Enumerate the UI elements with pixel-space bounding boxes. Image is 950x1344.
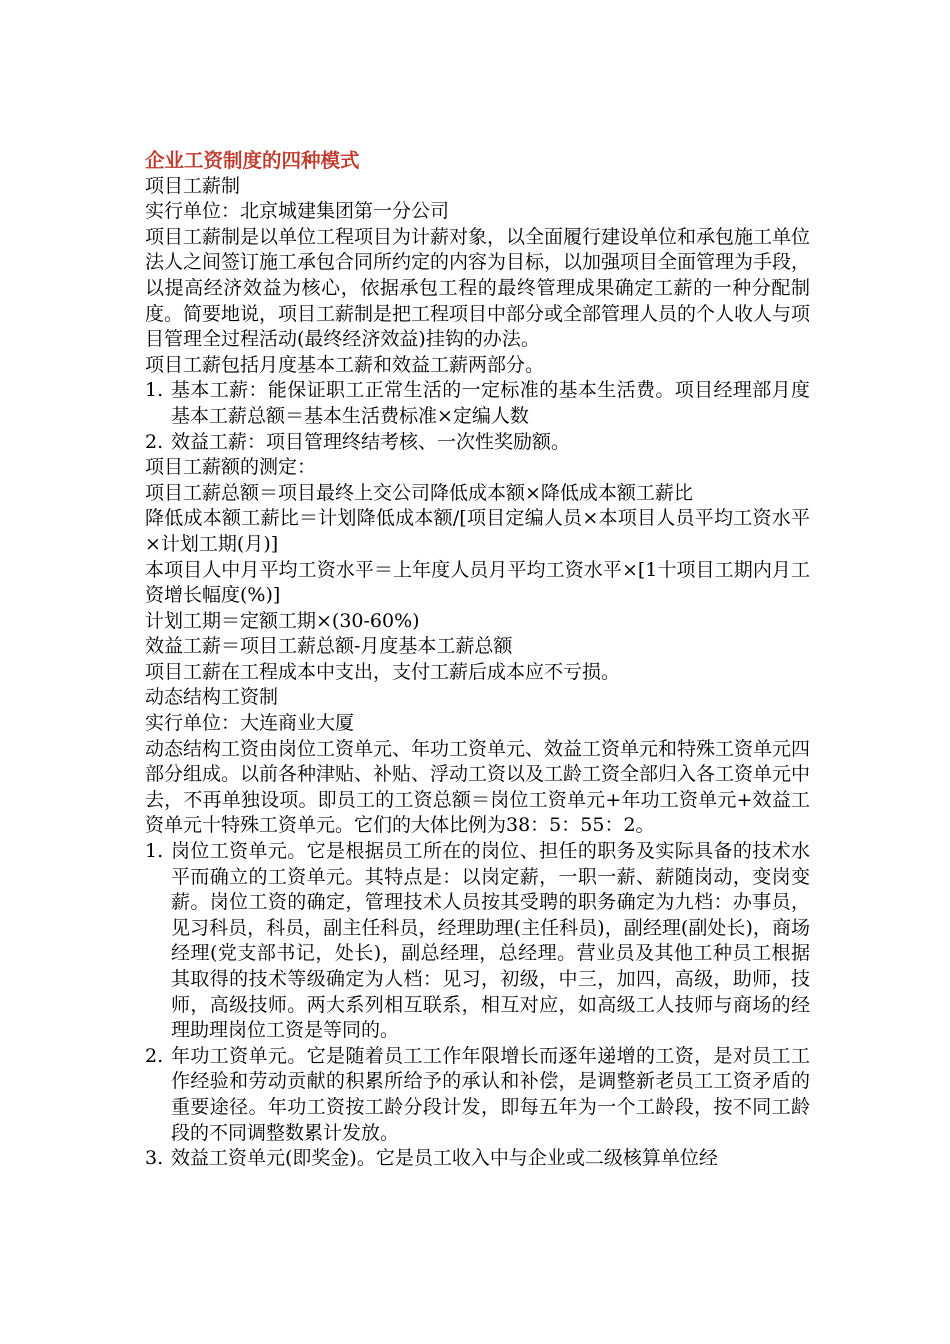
formula-line: 效益工薪＝项目工薪总额-月度基本工薪总额 — [145, 635, 513, 658]
list-item — [145, 1044, 810, 1146]
calc-heading: 项目工薪额的测定： — [145, 456, 317, 479]
document-title: 企业工资制度的四种模式 — [145, 149, 360, 172]
list-number: 3. — [145, 1147, 164, 1170]
section2-intro: 动态结构工资由岗位工资单元、年功工资单元、效益工资单元和特殊工资单元四部分组成。以前各种津贴、补贴、浮动工资以及工龄工资全部归入各工资单元中去，不再单独设项。即员工的工资总额＝岗位工资单元+年功工资单元+效益工资单元十特殊工资单元。它们的大体比例为38：5：55：2。 — [145, 737, 811, 837]
list-item — [145, 839, 810, 1044]
formula-line: 项目工薪总额＝项目最终上交公司降低成本额×降低成本额工薪比 — [145, 481, 693, 504]
list-text: 岗位工资单元。它是根据员工所在的岗位、担任的职务及实际具备的技术水平而确立的工资单元。其特点是：以岗定薪，一职一薪、薪随岗动，变岗变薪。岗位工资的确定，管理技术人员按其受聘的职务确定为九档：办事员，见习科员，科员，副主任科员，经理助理(主任科员)，副经理(副处长)，商场经理(党支部书记，处长)，副总经理，总经理。营业员及其他工种员工根据其取得的技术等级确定为人档：见习，初级，中三，加四，高级，助师，技师，高级技师。两大系列相互联系，相互对应，如高级工人技师与商场的经理助理岗位工资是等同的。 — [171, 840, 810, 1042]
formula-line: 本项目人中月平均工资水平＝上年度人员月平均工资水平×[1十项目工期内月工资增长幅度(%)] — [145, 558, 810, 607]
list-text: 效益工薪：项目管理终结考核、一次性奖励额。 — [171, 430, 571, 453]
list-text: 年功工资单元。它是随着员工工作年限增长而逐年递增的工资，是对员工工作经验和劳动贡献的积累所给予的承认和补偿，是调整新老员工工资矛盾的重要途径。年功工资按工龄分段计发，即每五年为一个工龄段，按不同工龄段的不同调整数累计发放。 — [171, 1044, 810, 1144]
formula-line: 项目工薪在工程成本中支出，支付工薪后成本应不亏损。 — [145, 660, 621, 683]
section1-parts: 项目工薪包括月度基本工薪和效益工薪两部分。 — [145, 353, 545, 376]
list-number: 2. — [145, 1044, 164, 1067]
document-page — [145, 148, 810, 1172]
section1-intro: 项目工薪制是以单位工程项目为计薪对象，以全面履行建设单位和承包施工单位法人之间签订施工承包合同所约定的内容为目标，以加强项目全面管理为手段，以提高经济效益为核心，依据承包工程的最终管理成果确定工薪的一种分配制度。简要地说，项目工薪制是把工程项目中部分或全部管理人员的个人收人与项目管理全过程活动(最终经济效益)挂钩的办法。 — [145, 225, 811, 351]
list-number: 1. — [145, 379, 164, 402]
list-text: 效益工资单元(即奖金)。它是员工收入中与企业或二级核算单位经 — [171, 1147, 718, 1170]
list-item — [145, 378, 810, 429]
formula-line: 降低成本额工薪比＝计划降低成本额/[项目定编人员×本项目人员平均工资水平×计划工期(月)] — [145, 507, 810, 555]
section2-unit: 实行单位：大连商业大厦 — [145, 712, 355, 735]
section1-heading: 项目工薪制 — [145, 174, 241, 197]
section1-unit: 实行单位：北京城建集团第一分公司 — [145, 200, 450, 223]
section2-list — [145, 839, 810, 1172]
list-text: 基本工薪：能保证职工正常生活的一定标准的基本生活费。项目经理部月度基本工薪总额＝基本生活费标准×定编人数 — [171, 379, 810, 427]
section2-heading: 动态结构工资制 — [145, 686, 279, 709]
list-item — [145, 430, 810, 456]
list-number: 1. — [145, 840, 164, 863]
section1-list — [145, 378, 810, 455]
formula-line: 计划工期＝定额工期×(30-60%) — [145, 609, 420, 632]
list-number: 2. — [145, 430, 164, 453]
list-item — [145, 1146, 810, 1172]
